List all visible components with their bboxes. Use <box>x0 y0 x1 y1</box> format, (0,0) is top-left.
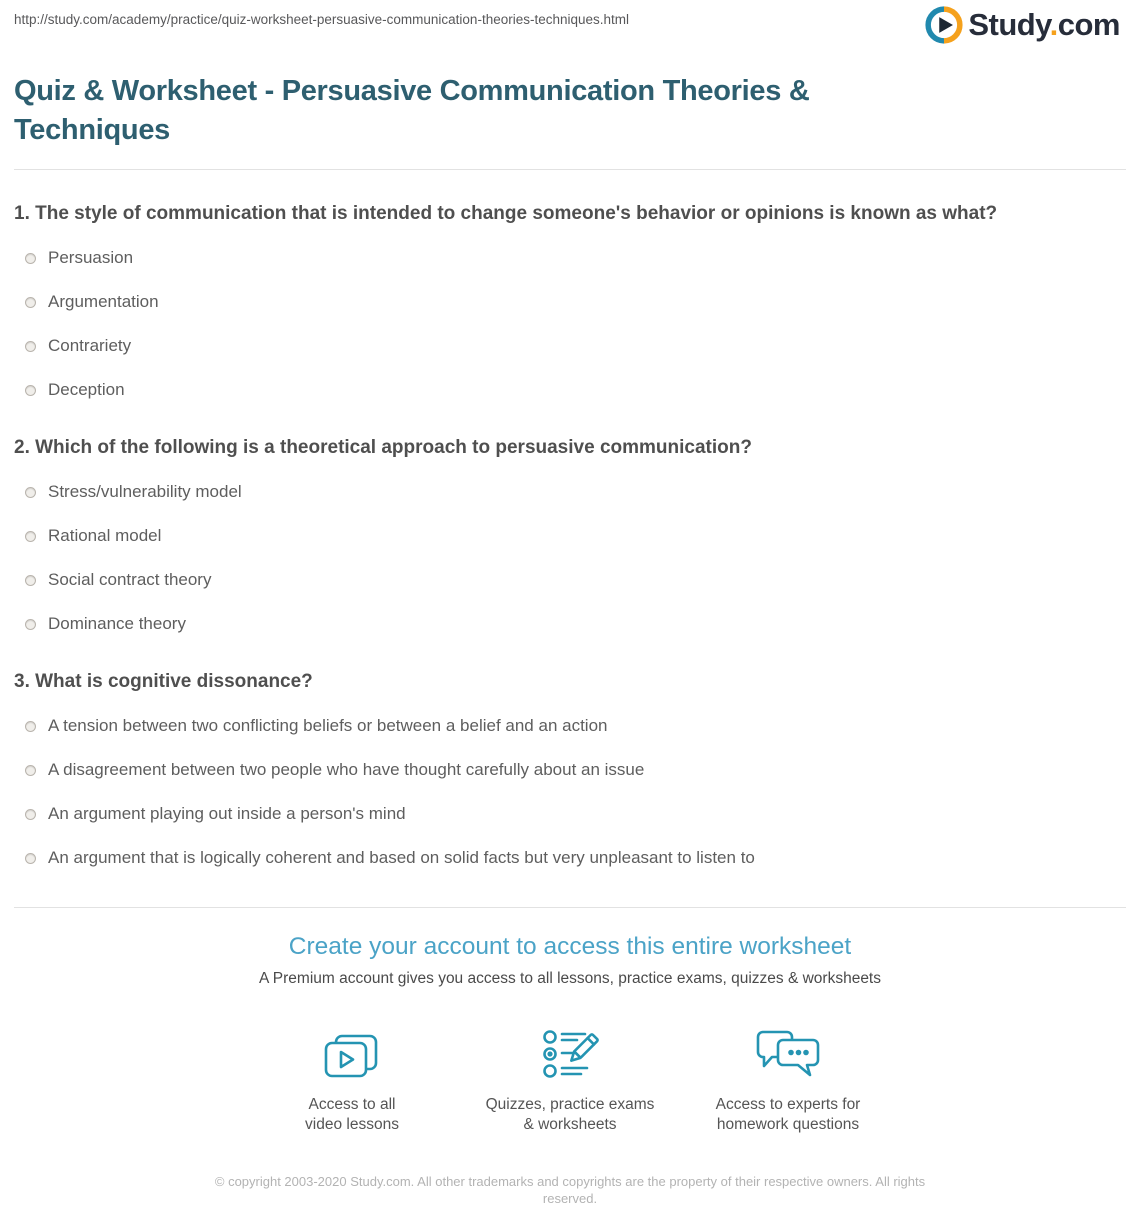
feature-quizzes-worksheets <box>461 1022 679 1135</box>
question-3 <box>14 671 1126 869</box>
option-label[interactable]: An argument playing out inside a person's mind <box>48 804 406 823</box>
cta-section <box>0 933 1140 1135</box>
radio-button[interactable] <box>25 531 36 542</box>
option-label[interactable]: A disagreement between two people who have thought carefully about an issue <box>48 760 645 779</box>
option-row[interactable] <box>14 525 1126 547</box>
option-label[interactable]: Rational model <box>48 526 162 545</box>
option-label[interactable]: Dominance theory <box>48 614 186 633</box>
option-label[interactable]: Social contract theory <box>48 570 212 589</box>
page-header <box>0 0 1140 58</box>
feature-list <box>0 1022 1140 1135</box>
studycom-logo[interactable] <box>925 6 1120 44</box>
radio-button[interactable] <box>25 385 36 396</box>
radio-button[interactable] <box>25 575 36 586</box>
quizzes-worksheets-icon <box>461 1022 679 1082</box>
radio-button[interactable] <box>25 853 36 864</box>
option-label[interactable]: Contrariety <box>48 336 132 355</box>
question-1-text: 1. The style of communication that is intended to change someone's behavior or opinions is known as what? <box>14 203 998 224</box>
feature-video-lessons <box>243 1022 461 1135</box>
option-label[interactable]: Argumentation <box>48 292 159 311</box>
option-label[interactable]: Stress/vulnerability model <box>48 482 242 501</box>
feature-label: Access to all video lessons <box>305 1096 399 1133</box>
video-lessons-icon <box>243 1022 461 1082</box>
option-row[interactable] <box>14 847 1126 869</box>
option-row[interactable] <box>14 715 1126 737</box>
option-row[interactable] <box>14 569 1126 591</box>
question-1 <box>14 203 1126 401</box>
option-label[interactable]: An argument that is logically coherent and based on solid facts but very unpleasant to listen to <box>48 848 755 867</box>
title-divider <box>14 169 1126 170</box>
question-1-options <box>14 247 1126 401</box>
option-label[interactable]: Deception <box>48 380 125 399</box>
radio-button[interactable] <box>25 487 36 498</box>
radio-button[interactable] <box>25 619 36 630</box>
radio-button[interactable] <box>25 341 36 352</box>
cta-divider <box>14 907 1126 908</box>
radio-button[interactable] <box>25 721 36 732</box>
question-2 <box>14 437 1126 635</box>
option-label[interactable]: Persuasion <box>48 248 134 267</box>
chat-experts-icon <box>679 1022 897 1082</box>
radio-button[interactable] <box>25 765 36 776</box>
question-3-options <box>14 715 1126 869</box>
option-row[interactable] <box>14 481 1126 503</box>
question-2-options <box>14 481 1126 635</box>
option-row[interactable] <box>14 335 1126 357</box>
option-row[interactable] <box>14 613 1126 635</box>
feature-label: Quizzes, practice exams & worksheets <box>485 1096 655 1133</box>
option-row[interactable] <box>14 759 1126 781</box>
option-label[interactable]: A tension between two conflicting beliefs or between a belief and an action <box>48 716 608 735</box>
option-row[interactable] <box>14 379 1126 401</box>
option-row[interactable] <box>14 247 1126 269</box>
feature-chat-experts <box>679 1022 897 1135</box>
question-3-text: 3. What is cognitive dissonance? <box>14 671 313 692</box>
page-url: http://study.com/academy/practice/quiz-worksheet-persuasive-communication-theories-techniques.html <box>14 12 630 27</box>
radio-button[interactable] <box>25 297 36 308</box>
cta-subheading: A Premium account gives you access to all lessons, practice exams, quizzes & worksheets <box>259 970 881 987</box>
option-row[interactable] <box>14 291 1126 313</box>
question-2-text: 2. Which of the following is a theoretical approach to persuasive communication? <box>14 437 752 458</box>
feature-label: Access to experts for homework questions <box>715 1096 861 1133</box>
cta-heading: Create your account to access this entire worksheet <box>288 933 852 960</box>
option-row[interactable] <box>14 803 1126 825</box>
studycom-logo-text: Study.com <box>968 7 1120 42</box>
radio-button[interactable] <box>25 809 36 820</box>
copyright-notice: © copyright 2003-2020 Study.com. All other trademarks and copyrights are the property of their respective owners. All rights reserved. <box>214 1174 926 1206</box>
radio-button[interactable] <box>25 253 36 264</box>
studycom-logo-icon <box>925 6 963 44</box>
page-title: Quiz & Worksheet - Persuasive Communication Theories & Techniques <box>14 75 810 146</box>
